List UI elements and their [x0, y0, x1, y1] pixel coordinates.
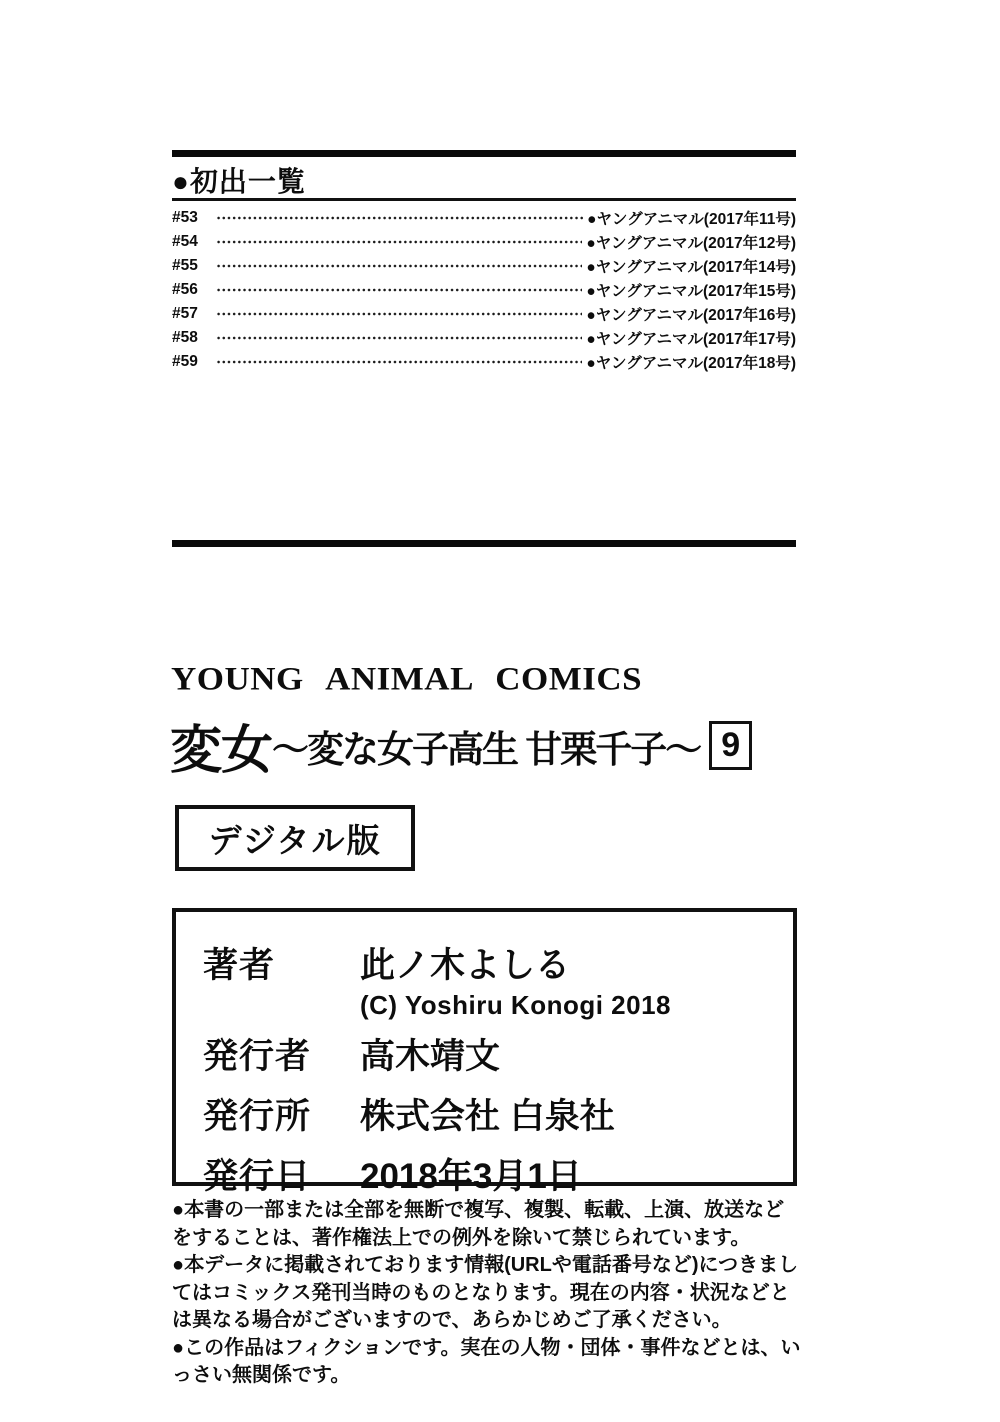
dotted-leader: [216, 288, 582, 292]
colophon-value: 2018年3月1日: [360, 1157, 582, 1196]
list-item: [172, 278, 796, 302]
digital-edition-badge: デジタル版: [175, 805, 415, 871]
heading-underline: [172, 198, 796, 201]
magazine-issue: ●ヤングアニマル(2017年12号): [586, 235, 796, 252]
colophon-value: 高木靖文: [360, 1037, 501, 1076]
colophon-row-publisher-person: [203, 1029, 777, 1079]
colophon-label: 発行者: [203, 1037, 312, 1076]
chapter-number: #54: [172, 233, 198, 250]
magazine-issue: ●ヤングアニマル(2017年16号): [586, 307, 796, 324]
dotted-leader: [216, 336, 582, 340]
legal-notes: [172, 1197, 802, 1390]
colophon-row-author: [203, 938, 777, 988]
dotted-leader: [216, 312, 582, 316]
colophon-value: 株式会社 白泉社: [360, 1097, 615, 1136]
book-title: [170, 708, 752, 783]
list-item: [172, 254, 796, 278]
imprint-label: YOUNG ANIMAL COMICS: [171, 660, 643, 698]
volume-number-badge: 9: [709, 721, 752, 770]
first-publication-list: [172, 206, 796, 374]
magazine-issue: ●ヤングアニマル(2017年17号): [586, 331, 796, 348]
copyright-notice: ●本書の一部または全部を無断で複写、複製、転載、上演、放送などをすることは、著作権法上での例外を除いて禁じられています。: [172, 1199, 785, 1249]
dotted-leader: [216, 216, 583, 220]
list-item: [172, 326, 796, 350]
fiction-disclaimer: ●この作品はフィクションです。実在の人物・団体・事件などとは、いっさい無関係です。: [172, 1336, 801, 1386]
magazine-issue: ●ヤングアニマル(2017年11号): [587, 211, 796, 228]
list-item: [172, 230, 796, 254]
colophon-label: 発行日: [203, 1157, 312, 1196]
colophon-label: 著者: [203, 946, 276, 985]
colophon-row-publishing-house: [203, 1089, 777, 1139]
dotted-leader: [216, 264, 582, 268]
chapter-number: #56: [172, 281, 198, 298]
top-rule-bar: [172, 150, 796, 157]
colophon-value: 此ノ木よしる: [360, 946, 571, 985]
chapter-number: #58: [172, 329, 198, 346]
magazine-issue: ●ヤングアニマル(2017年18号): [586, 355, 796, 372]
dotted-leader: [216, 360, 582, 364]
chapter-number: #55: [172, 257, 198, 274]
colophon-box: [172, 908, 797, 1196]
first-publication-heading: ●初出一覧: [172, 166, 306, 197]
section-bottom-rule-bar: [172, 540, 796, 547]
magazine-issue: ●ヤングアニマル(2017年15号): [586, 283, 796, 300]
colophon-row-publication-date: [203, 1149, 777, 1199]
dotted-leader: [216, 240, 582, 244]
chapter-number: #53: [172, 209, 198, 226]
book-title-subtitle: ～変な女子高生 甘栗千子～: [272, 728, 701, 770]
list-item: [172, 206, 796, 230]
chapter-number: #59: [172, 353, 198, 370]
list-item: [172, 302, 796, 326]
list-item: [172, 350, 796, 374]
copyright-note: (C) Yoshiru Konogi 2018: [360, 990, 672, 1020]
book-title-main: 変女: [170, 722, 273, 780]
magazine-issue: ●ヤングアニマル(2017年14号): [586, 259, 796, 276]
colophon-label: 発行所: [203, 1097, 312, 1136]
data-currency-notice: ●本データに掲載されております情報(URLや電話番号など)につきましてはコミックス発刊当時のものとなります。現在の内容・状況などとは異なる場合がございますので、あらかじめご了承ください。: [172, 1254, 799, 1331]
chapter-number: #57: [172, 305, 198, 322]
